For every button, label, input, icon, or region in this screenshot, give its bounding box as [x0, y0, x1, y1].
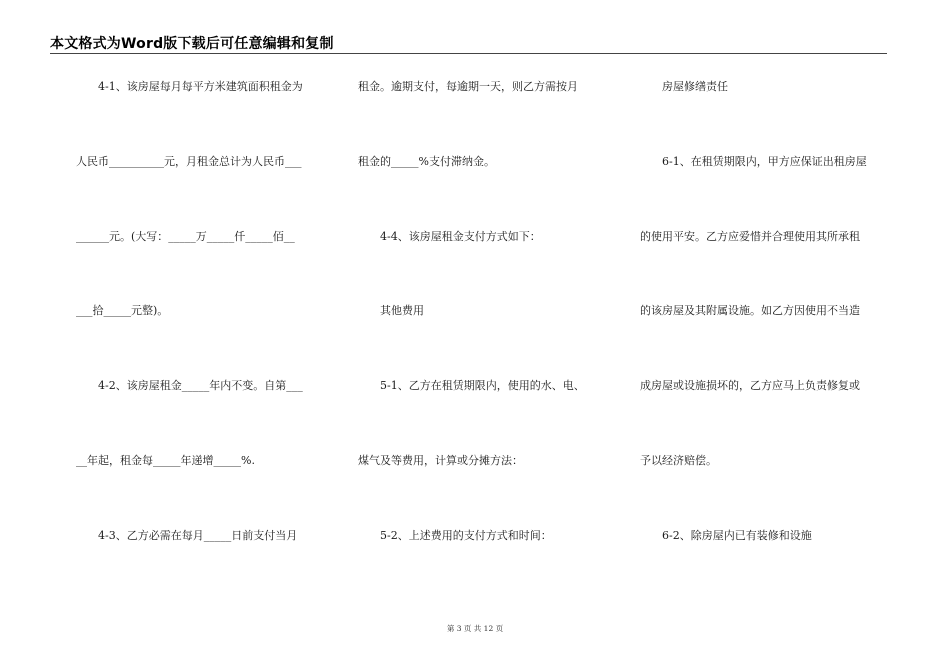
column-1-line-5: 4-2、该房屋租金_____年内不变。自第___ [76, 379, 303, 392]
column-3-line-7: 6-2、除房屋内已有装修和设施 [640, 529, 812, 542]
column-1-line-2: 人民币__________元，月租金总计为人民币___ [76, 155, 302, 168]
column-2-line-1: 租金。逾期支付，每逾期一天，则乙方需按月 [358, 80, 578, 93]
column-3-line-6: 予以经济赔偿。 [640, 454, 717, 467]
column-1-line-3: ______元。(大写：_____万_____仟_____佰__ [76, 230, 295, 243]
header-divider [50, 53, 887, 54]
page-number-footer: 第 3 页 共 12 页 [446, 624, 504, 633]
column-2-line-3: 4-4、该房屋租金支付方式如下： [358, 230, 541, 243]
column-3-line-2: 6-1、在租赁期限内，甲方应保证出租房屋 [640, 155, 867, 168]
column-3-line-3: 的使用平安。乙方应爱惜并合理使用其所承租 [640, 230, 860, 243]
column-1-line-7: 4-3、乙方必需在每月_____日前支付当月 [76, 529, 298, 542]
column-1-line-4: ___拾_____元整)。 [76, 304, 169, 317]
column-2-line-4: 其他费用 [358, 304, 424, 317]
column-2-line-2: 租金的_____%支付滞纳金。 [358, 155, 495, 168]
column-1-line-1: 4-1、该房屋每月每平方米建筑面积租金为 [76, 80, 303, 93]
column-2-line-6: 煤气及等费用，计算或分摊方法： [358, 454, 523, 467]
column-3-line-4: 的该房屋及其附属设施。如乙方因使用不当造 [640, 304, 860, 317]
column-3-line-1: 房屋修缮责任 [640, 80, 728, 93]
column-2-line-5: 5-1、乙方在租赁期限内，使用的水、电、 [358, 379, 585, 392]
column-2-line-7: 5-2、上述费用的支付方式和时间： [358, 529, 552, 542]
column-3-line-5: 成房屋或设施损坏的，乙方应马上负责修复或 [640, 379, 860, 392]
document-header-title: 本文格式为Word版下载后可任意编辑和复制 [50, 36, 334, 52]
column-1-line-6: __年起，租金每_____年递增_____%. [76, 454, 255, 467]
